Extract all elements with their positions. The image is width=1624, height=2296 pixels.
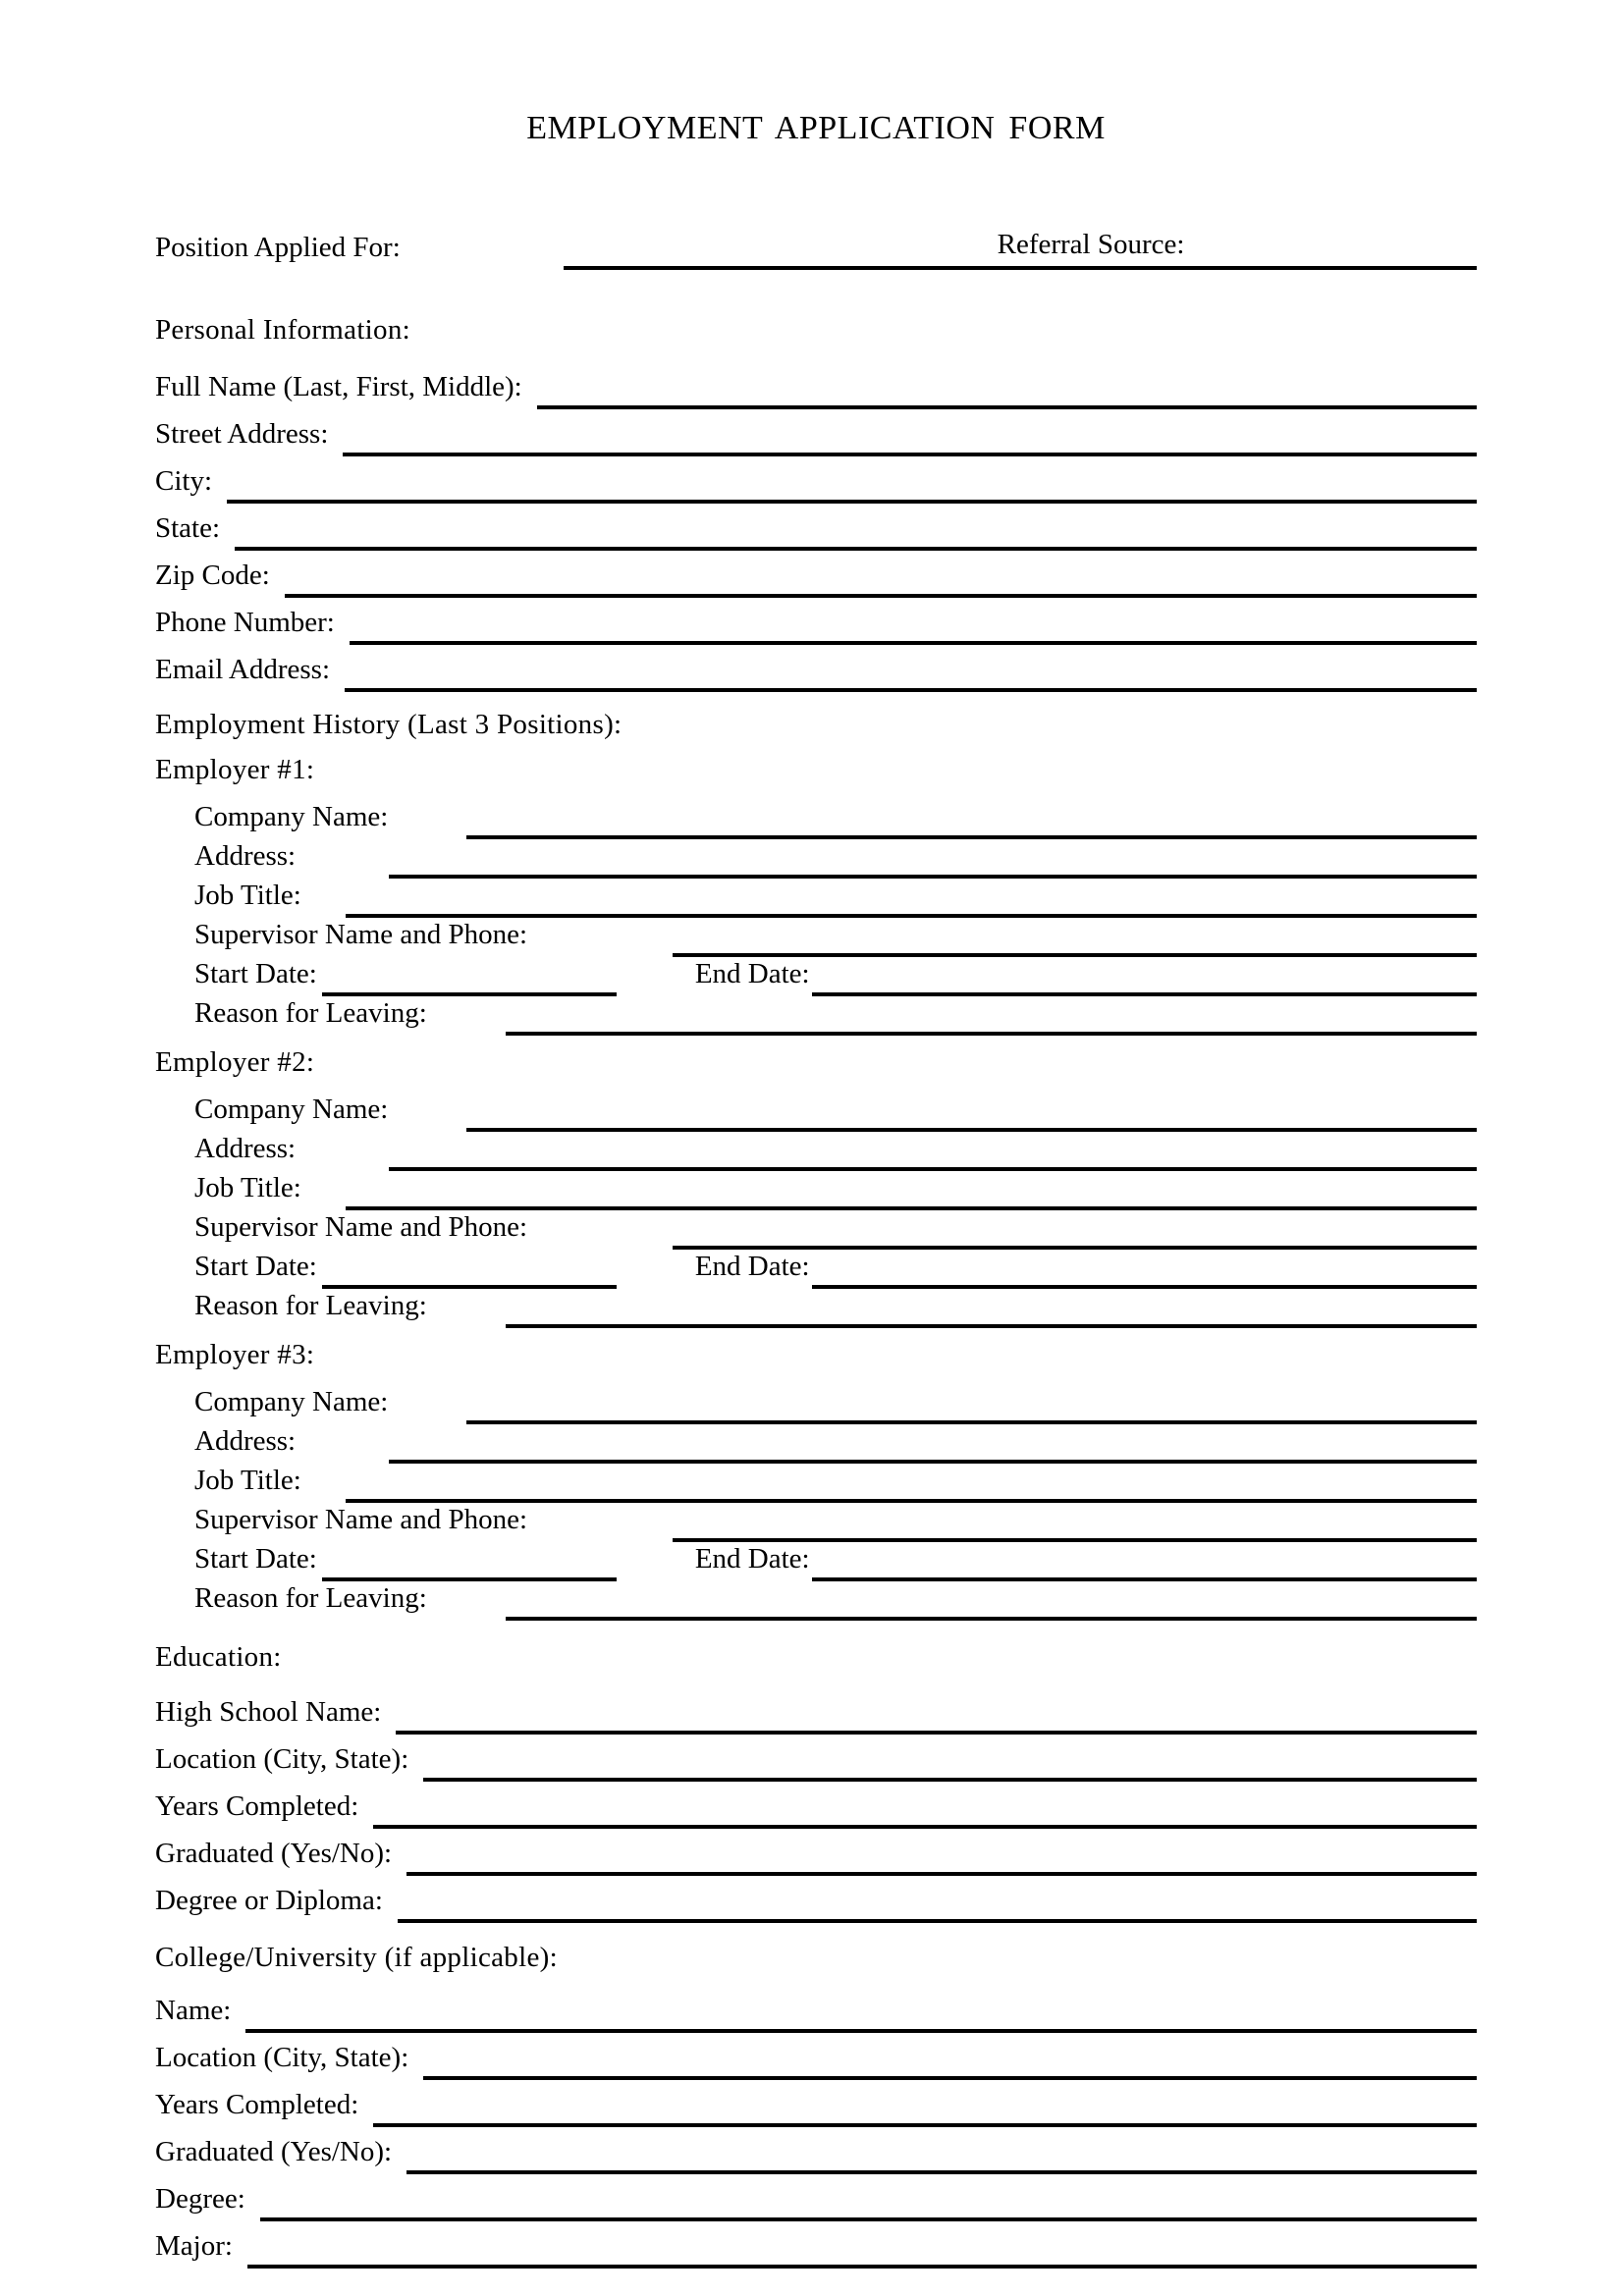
college-name-input-line[interactable] (245, 2029, 1477, 2033)
hs-years-completed-input-line[interactable] (373, 1825, 1477, 1829)
reason-for-leaving-label: Reason for Leaving: (194, 996, 427, 1029)
address-input-line[interactable] (389, 1167, 1477, 1171)
supervisor-label: Supervisor Name and Phone: (194, 1503, 528, 1535)
start-date-label: Start Date: (194, 1250, 317, 1282)
reason-for-leaving-input-line[interactable] (506, 1324, 1477, 1328)
position-applied-label: Position Applied For: (155, 231, 401, 263)
start-date-input-line[interactable] (322, 992, 617, 996)
end-date-input-line[interactable] (812, 1577, 1477, 1581)
major-input-line[interactable] (247, 2265, 1477, 2269)
city-label: City: (155, 464, 213, 497)
end-date-input-line[interactable] (812, 1285, 1477, 1289)
start-date-label: Start Date: (194, 957, 317, 989)
zip-code-row (155, 544, 1477, 591)
city-row (155, 450, 1477, 497)
hs-location-row (155, 1728, 1477, 1775)
job-title-input-line[interactable] (346, 1499, 1477, 1503)
full-name-label: Full Name (Last, First, Middle): (155, 370, 522, 402)
hs-graduated-row (155, 1822, 1477, 1869)
college-location-label: Location (City, State): (155, 2041, 409, 2073)
start-date-input-line[interactable] (322, 1285, 617, 1289)
college-name-row (155, 1979, 1477, 2026)
street-address-input-line[interactable] (343, 453, 1477, 456)
position-applied-input-line[interactable] (564, 229, 1477, 270)
college-location-input-line[interactable] (423, 2076, 1477, 2080)
college-graduated-label: Graduated (Yes/No): (155, 2135, 393, 2167)
state-label: State: (155, 511, 221, 544)
end-date-label: End Date: (694, 1542, 810, 1575)
employer-1-company-row (194, 793, 1477, 832)
hs-years-completed-row (155, 1775, 1477, 1822)
hs-location-label: Location (City, State): (155, 1742, 409, 1775)
high-school-name-row (155, 1681, 1477, 1728)
zip-code-input-line[interactable] (285, 594, 1477, 598)
employer-3-company-row (194, 1378, 1477, 1417)
job-title-label: Job Title: (194, 879, 301, 911)
state-row (155, 497, 1477, 544)
hs-graduated-label: Graduated (Yes/No): (155, 1837, 393, 1869)
job-title-label: Job Title: (194, 1171, 301, 1203)
address-label: Address: (194, 839, 297, 872)
supervisor-input-line[interactable] (673, 1246, 1477, 1250)
degree-or-diploma-row (155, 1869, 1477, 1916)
hs-location-input-line[interactable] (423, 1778, 1477, 1782)
reason-for-leaving-input-line[interactable] (506, 1617, 1477, 1621)
job-title-input-line[interactable] (346, 914, 1477, 918)
company-name-label: Company Name: (194, 800, 389, 832)
company-name-label: Company Name: (194, 1093, 389, 1125)
hs-graduated-input-line[interactable] (406, 1872, 1477, 1876)
city-input-line[interactable] (227, 500, 1477, 504)
reason-for-leaving-label: Reason for Leaving: (194, 1581, 427, 1614)
major-row (155, 2215, 1477, 2262)
full-name-row (155, 355, 1477, 402)
email-address-row (155, 638, 1477, 685)
end-date-label: End Date: (694, 1250, 810, 1282)
degree-label: Degree: (155, 2182, 245, 2215)
college-graduated-row (155, 2120, 1477, 2167)
college-years-completed-input-line[interactable] (373, 2123, 1477, 2127)
company-name-input-line[interactable] (466, 1420, 1477, 1424)
hs-years-completed-label: Years Completed: (155, 1789, 359, 1822)
end-date-input-line[interactable] (812, 992, 1477, 996)
college-name-label: Name: (155, 1994, 232, 2026)
zip-code-label: Zip Code: (155, 559, 270, 591)
employer-2-heading: Employer #2: (155, 1046, 315, 1078)
supervisor-label: Supervisor Name and Phone: (194, 918, 528, 950)
start-date-input-line[interactable] (322, 1577, 617, 1581)
college-years-completed-label: Years Completed: (155, 2088, 359, 2120)
address-input-line[interactable] (389, 875, 1477, 879)
degree-input-line[interactable] (260, 2217, 1477, 2221)
start-date-label: Start Date: (194, 1542, 317, 1575)
college-years-completed-row (155, 2073, 1477, 2120)
high-school-name-label: High School Name: (155, 1695, 382, 1728)
employment-history-heading: Employment History (Last 3 Positions): (155, 709, 623, 740)
job-title-label: Job Title: (194, 1464, 301, 1496)
college-graduated-input-line[interactable] (406, 2170, 1477, 2174)
employer-1-heading: Employer #1: (155, 754, 315, 785)
college-location-row (155, 2026, 1477, 2073)
street-address-label: Street Address: (155, 417, 329, 450)
reason-for-leaving-label: Reason for Leaving: (194, 1289, 427, 1321)
high-school-name-input-line[interactable] (396, 1731, 1477, 1735)
company-name-label: Company Name: (194, 1385, 389, 1417)
position-referral-row (155, 216, 1477, 263)
end-date-label: End Date: (694, 957, 810, 989)
page-title: EMPLOYMENT APPLICATION FORM (526, 110, 1106, 146)
degree-or-diploma-label: Degree or Diploma: (155, 1884, 383, 1916)
company-name-input-line[interactable] (466, 835, 1477, 839)
referral-source-label: Referral Source: (997, 229, 1185, 261)
company-name-input-line[interactable] (466, 1128, 1477, 1132)
education-heading: Education: (155, 1641, 282, 1673)
street-address-row (155, 402, 1477, 450)
personal-information-heading: Personal Information: (155, 314, 410, 346)
supervisor-input-line[interactable] (673, 953, 1477, 957)
degree-or-diploma-input-line[interactable] (398, 1919, 1477, 1923)
reason-for-leaving-input-line[interactable] (506, 1032, 1477, 1036)
supervisor-label: Supervisor Name and Phone: (194, 1210, 528, 1243)
address-label: Address: (194, 1132, 297, 1164)
address-input-line[interactable] (389, 1460, 1477, 1464)
supervisor-input-line[interactable] (673, 1538, 1477, 1542)
state-input-line[interactable] (235, 547, 1477, 551)
major-label: Major: (155, 2229, 233, 2262)
phone-number-row (155, 591, 1477, 638)
address-label: Address: (194, 1424, 297, 1457)
email-address-input-line[interactable] (345, 688, 1477, 692)
email-address-label: Email Address: (155, 653, 331, 685)
employer-2-company-row (194, 1086, 1477, 1125)
phone-number-label: Phone Number: (155, 606, 335, 638)
full-name-input-line[interactable] (537, 405, 1477, 409)
phone-number-input-line[interactable] (350, 641, 1477, 645)
employer-3-heading: Employer #3: (155, 1339, 315, 1370)
college-university-heading: College/University (if applicable): (155, 1942, 558, 1973)
degree-row (155, 2167, 1477, 2215)
job-title-input-line[interactable] (346, 1206, 1477, 1210)
